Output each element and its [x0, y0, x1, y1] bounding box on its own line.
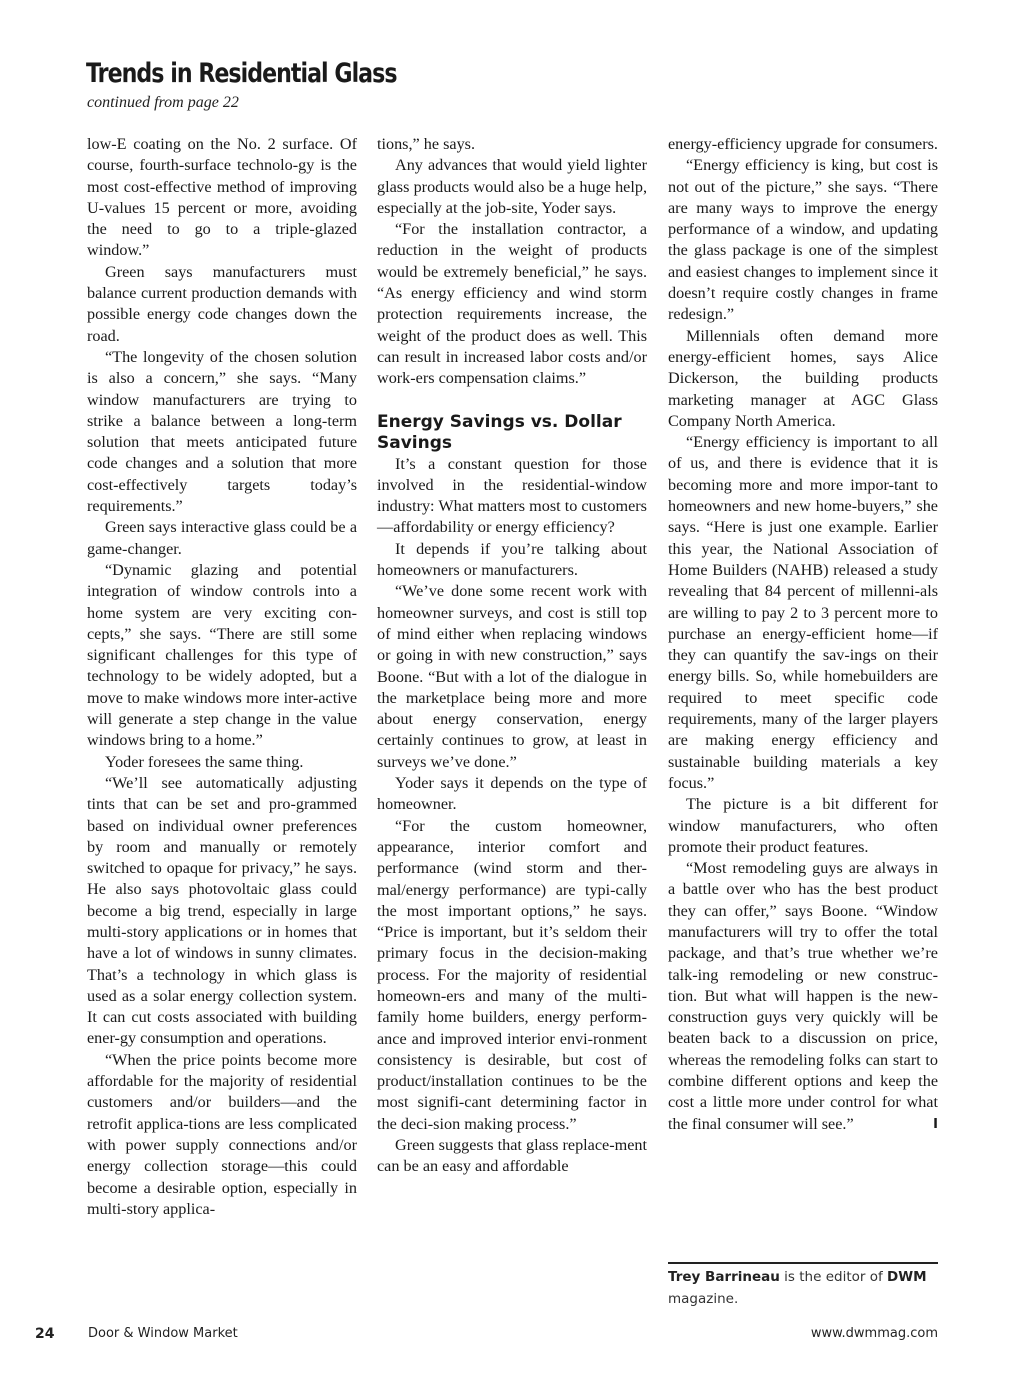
magazine-name: Door & Window Market: [88, 1326, 238, 1341]
paragraph: Green says manufacturers must balance current production demands with possible energy code changes down the road.: [87, 262, 357, 345]
section-heading: Energy Savings vs. Dollar Savings: [377, 411, 622, 453]
paragraph: It depends if you’re talking about homeowners or manufacturers.: [377, 539, 647, 580]
bio-text-tail: magazine.: [668, 1291, 739, 1307]
paragraph: “For the installation contractor, a reduction in the weight of products would be extremely beneficial,” he says. “As energy efficiency and wind storm protection requirements increase, the weight of the product does as well. This can result in increased labor costs and/or work-ers compensation claims.”: [377, 220, 647, 388]
paragraph: “We’ll see automatically adjusting tints that can be set and pro-grammed based on individual owner preferences by room and manually or remotely switched to opaque for privacy,” he says. He also says photovoltaic glass could become a big trend, especially in large multi-story applications or in homes that have a lot of windows in sunny climates. That’s a technology in which glass is used as a solar energy collection system. It can cut costs associated with building ener-gy consumption and operations.: [87, 773, 357, 1048]
paragraph: low-E coating on the No. 2 surface. Of course, fourth-surface technolo-gy is the most cost-effective method of improving U-values 15 percent or more, avoiding the need to go to a triple-glazed window.”: [87, 135, 357, 260]
article-column-1: [87, 134, 357, 1220]
publication-name: DWM: [887, 1269, 927, 1285]
paragraph: It’s a constant question for those involved in the residential-window industry: What matters most to customers—affordability or energy efficiency?: [377, 454, 647, 537]
bio-divider: [668, 1262, 938, 1264]
paragraph: “We’ve done some recent work with homeowner surveys, and cost is still top of mind either when replacing windows or going in with new construction,” says Boone. “But with a lot of the dialogue in the marketplace being more and more about energy conservation, energy certainly continues to grow, at least in surveys we’ve done.”: [377, 582, 647, 771]
paragraph: “When the price points become more affordable for the majority of residential customers and/or builders—and the retrofit applica-tions are less complicated with power supply connections and/or energy collection storage—this could become a desirable option, especially in multi-story applica-: [87, 1050, 357, 1218]
author-name: Trey Barrineau: [668, 1269, 780, 1285]
paragraph: Yoder foresees the same thing.: [105, 752, 304, 771]
website-url: www.dwmmag.com: [810, 1326, 938, 1341]
paragraph: tions,” he says.: [377, 135, 476, 153]
paragraph: Millennials often demand more energy-efficient homes, says Alice Dickerson, the building products marketing manager at AGC Glass Company North America.: [668, 326, 938, 430]
paragraph: “The longevity of the chosen solution is also a concern,” she says. “Many window manufacturers are trying to strike a balance between a long-term solution that meets anticipated future code changes and a solution that more cost-effectively targets today’s requirements.”: [87, 347, 357, 516]
paragraph: energy-efficiency upgrade for consumers.: [668, 135, 938, 153]
article-title: Trends in Residential Glass: [86, 58, 397, 89]
page-number: 24: [35, 1326, 55, 1342]
continued-from-note: continued from page 22: [87, 94, 239, 111]
paragraph: Green suggests that glass replace-ment can be an easy and affordable: [377, 1136, 647, 1176]
paragraph: “Dynamic glazing and potential integration of window controls into a home system are very exciting con-cepts,” she says. “There are still some significant challenges for this type of technology to be widely adopted, but a move to make windows more inter-active will generate a step change in the value windows bring to a home.”: [87, 560, 357, 750]
article-column-3: [668, 134, 938, 1135]
paragraph: The picture is a bit different for window manufacturers, who often promote their product features.: [668, 795, 938, 856]
end-of-article-mark: I: [933, 1116, 938, 1132]
paragraph: [668, 858, 938, 1135]
paragraph: Green says interactive glass could be a game-changer.: [87, 518, 357, 558]
bio-text: is the editor of: [779, 1269, 888, 1285]
paragraph-text: “Most remodeling guys are always in a battle over who has the best product they can offer,” says Boone. “Window manufacturers will try to offer the total package, and that’s true whether we’re talk-ing remodeling or new construc-tion. But what will happen is the new-construction guys very quickly will be beaten back to a discussion on price, whereas the remodeling folks can start to combine different options and keep the cost a little more under control for what the final consumer will see.”: [668, 859, 938, 1133]
paragraph: Any advances that would yield lighter glass products would also be a huge help, especially at the job-site, Yoder says.: [377, 156, 647, 217]
paragraph: “Energy efficiency is important to all of us, and there is evidence that it is becoming more and more impor-tant to homeowners and new home-buyers,” she says. “Here is just one example. Earlier this year, the National Association of Home Builders (NAHB) released a study revealing that 84 percent of millenni-als are willing to pay 2 to 3 percent more to purchase an energy-efficient home—if they can quantify the sav-ings on their energy bills. So, while homebuilders are required to meet specific code requirements, many of the larger players are making energy efficiency and sustainable building materials a key focus.”: [668, 433, 938, 792]
article-column-2: [377, 134, 647, 1178]
paragraph: “Energy efficiency is king, but cost is not out of the picture,” she says. “There are many ways to improve the energy performance of a window, and updating the glass package is one of the simplest and easiest changes to implement since it doesn’t require costly changes in frame redesign.”: [668, 156, 938, 324]
author-bio: [668, 1266, 948, 1310]
paragraph: “For the custom homeowner, appearance, interior comfort and performance (wind storm and ther-mal/energy performance) are typi-cally the most important options,” he says. “Price is important, but it’s seldom their primary focus in the decision-making process. For the majority of residential homeown-ers and many of the multi-family home builders, energy perform-ance and improved interior envi-ronment consistency is desirable, but cost of product/installation continues to be the most signifi-cant determining factor in the deci-sion making process.”: [377, 816, 647, 1133]
paragraph: Yoder says it depends on the type of homeowner.: [377, 774, 647, 814]
